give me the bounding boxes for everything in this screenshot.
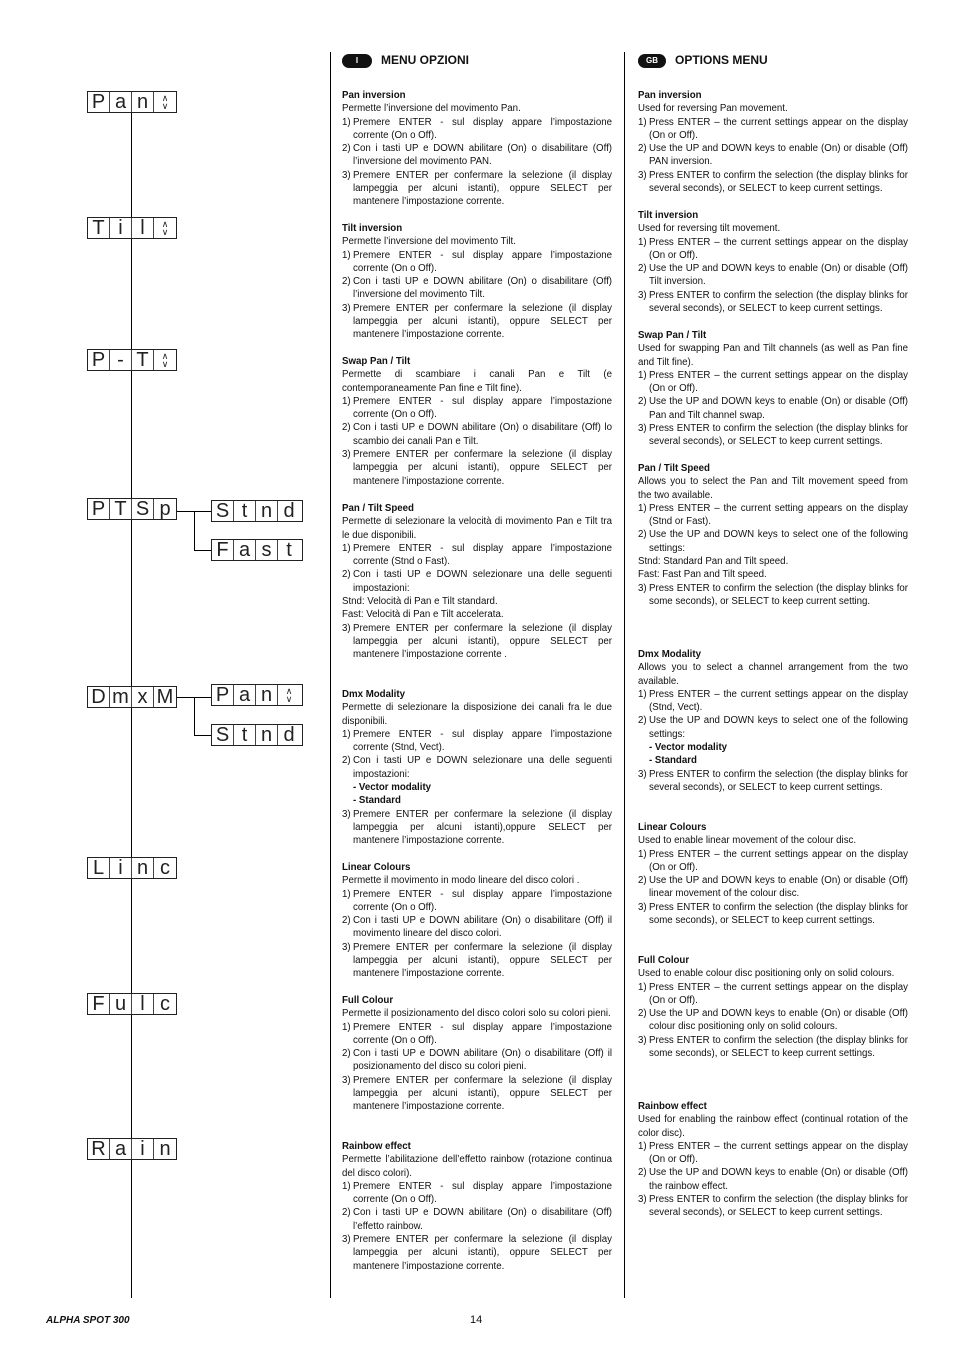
language-flag-gb: GB bbox=[638, 54, 666, 68]
display-linc bbox=[87, 857, 177, 879]
section-title: Pan inversion bbox=[638, 90, 702, 101]
display-char: F bbox=[88, 994, 110, 1014]
display-fast bbox=[211, 539, 303, 561]
display-char: l bbox=[132, 218, 154, 238]
display-char: a bbox=[234, 540, 256, 560]
option-line: Stnd: Standard Pan and Tilt speed. bbox=[638, 556, 789, 568]
section-title: Pan / Tilt Speed bbox=[638, 463, 710, 474]
section-title: Linear Colours bbox=[342, 862, 411, 873]
display-pan bbox=[87, 91, 177, 113]
column-divider-left bbox=[330, 52, 331, 1298]
section-title: Linear Colours bbox=[638, 822, 707, 833]
step-3: 3) Premere ENTER per confermare la selezione (il display lampeggia per alcuni istanti),oppure SELECT per mantenere l’impostazione corrente. bbox=[342, 808, 612, 847]
display-char: S bbox=[212, 501, 234, 521]
step-2: 2) Use the UP and DOWN keys to select one of the following settings: bbox=[638, 715, 908, 740]
en-rainbow-effect bbox=[638, 1100, 908, 1220]
en-pan-tilt-speed bbox=[638, 462, 908, 608]
step-1: 1) Press ENTER – the current settings appear on the display (On or Off). bbox=[638, 981, 908, 1006]
step-2: 2) Use the UP and DOWN keys to enable (On) or disable (Off) PAN inversion. bbox=[638, 143, 908, 168]
display-char: a bbox=[110, 92, 132, 112]
section-description: Used for reversing tilt movement. bbox=[638, 223, 781, 235]
section-title: Full Colour bbox=[638, 955, 690, 966]
connector-stnd2-h bbox=[194, 735, 211, 736]
section-title: Swap Pan / Tilt bbox=[342, 356, 411, 367]
step-2: 2) Con i tasti UP e DOWN abilitare (On) o disabilitare (Off) lo scambio dei canali Pan e Tilt. bbox=[342, 422, 612, 447]
step-1: 1) Premere ENTER - sul display appare l’impostazione corrente (On o Off). bbox=[342, 888, 612, 913]
step-3: 3) Premere ENTER per confermare la selezione (il display lampeggia per alcuni istanti), oppure SELECT per mantenere l’impostazione corrente. bbox=[342, 941, 612, 980]
step-2: 2) Use the UP and DOWN keys to enable (On) or disable (Off) Pan and Tilt channel swap. bbox=[638, 396, 908, 421]
step-1: 1) Press ENTER – the current settings appear on the display (On or Off). bbox=[638, 369, 908, 395]
step-2: 2) Con i tasti UP e DOWN abilitare (On) o disabilitare (Off) il posizionamento del disco su colori pieni. bbox=[342, 1048, 612, 1073]
en-pan-inversion bbox=[638, 89, 908, 195]
display-p-t bbox=[87, 349, 177, 371]
step-3: 3) Press ENTER to confirm the selection (the display blinks for several seconds), or SELECT to keep current settings. bbox=[638, 1194, 908, 1219]
display-char: d bbox=[283, 500, 295, 522]
display-char: n bbox=[256, 685, 278, 705]
display-pan-sub bbox=[211, 684, 303, 706]
step-2: 2) Use the UP and DOWN keys to enable (On) or disable (Off) Tilt inversion. bbox=[638, 263, 908, 288]
section-description: Used for reversing Pan movement. bbox=[638, 103, 788, 115]
section-description: Permette l’abilitazione dell’effetto rainbow (rotazione continua del disco colori). bbox=[342, 1154, 612, 1179]
display-char: P bbox=[88, 499, 110, 519]
display-char: n bbox=[132, 92, 154, 112]
step-2: 2) Use the UP and DOWN keys to enable (On) or disable (Off) colour disc positioning only on solid colours. bbox=[638, 1008, 908, 1033]
display-char: T bbox=[110, 499, 132, 519]
step-1: 1) Press ENTER – the current setting appears on the display (Stnd or Fast). bbox=[638, 502, 908, 528]
en-dmx-modality bbox=[638, 648, 908, 794]
display-char: t bbox=[286, 539, 292, 561]
display-char: a bbox=[110, 1139, 132, 1159]
step-2: 2) Con i tasti UP e DOWN selezionare una delle seguenti impostazioni: bbox=[342, 755, 612, 780]
en-full-colour bbox=[638, 954, 908, 1060]
section-title: Rainbow effect bbox=[342, 1141, 411, 1152]
section-description: Permette il posizionamento del disco colori solo su colori pieni. bbox=[342, 1008, 611, 1020]
en-swap-pan-tilt bbox=[638, 329, 908, 449]
display-char: t bbox=[234, 501, 256, 521]
step-3: 3) Press ENTER to confirm the selection (the display blinks for some seconds), or SELECT to keep current settings. bbox=[638, 1034, 908, 1060]
step-1: 1) Premere ENTER - sul display appare l’impostazione corrente (On o Off). bbox=[342, 1021, 612, 1046]
step-3: 3) Press ENTER to confirm the selection (the display blinks for some seconds), or SELECT to keep current settings. bbox=[638, 901, 908, 927]
display-char: c bbox=[160, 993, 170, 1015]
section-title: Pan / Tilt Speed bbox=[342, 503, 414, 514]
section-description: Permette di scambiare i canali Pan e Tilt (e contemporaneamente Pan fine e Tilt fine). bbox=[342, 369, 612, 394]
step-3: 3) Press ENTER to confirm the selection (the display blinks for several seconds), or SELECT to keep current settings. bbox=[638, 423, 908, 448]
english-header bbox=[638, 52, 908, 70]
section-title: Dmx Modality bbox=[638, 649, 701, 660]
display-char: n bbox=[256, 725, 278, 745]
display-char: d bbox=[283, 724, 295, 746]
step-1: 1) Premere ENTER - sul display appare l’impostazione corrente (On o Off). bbox=[342, 249, 612, 274]
en-tilt-inversion bbox=[638, 209, 908, 315]
display-fulc bbox=[87, 993, 177, 1015]
display-char: D bbox=[88, 687, 110, 707]
step-3: 3) Press ENTER to confirm the selection (the display blinks for several seconds), or SELECT to keep current settings. bbox=[638, 768, 908, 793]
step-1: 1) Press ENTER – the current settings appear on the display (On or Off). bbox=[638, 116, 908, 141]
display-char: p bbox=[159, 498, 171, 520]
section-title: Tilt inversion bbox=[638, 210, 699, 221]
section-description: Permette di selezionare la disposizione dei canali fra le due disponibili. bbox=[342, 702, 612, 727]
option-line: Fast: Fast Pan and Tilt speed. bbox=[638, 569, 767, 581]
step-1: 1) Premere ENTER - sul display appare l’impostazione corrente (On o Off). bbox=[342, 1180, 612, 1206]
display-char: M bbox=[156, 686, 174, 708]
up-down-arrow-icon: ∧ ∨ bbox=[161, 219, 169, 237]
italian-column bbox=[342, 52, 612, 1272]
step-1: 1) Premere ENTER - sul display appare l’impostazione corrente (Stnd, Vect). bbox=[342, 728, 612, 754]
display-char: a bbox=[234, 685, 256, 705]
step-2: 2) Con i tasti UP e DOWN abilitare (On) o disabilitare (Off) l’inversione del movimento PAN. bbox=[342, 143, 612, 168]
section-description: Allows you to select the Pan and Tilt movement speed from the two available. bbox=[638, 476, 908, 501]
step-2: 2) Use the UP and DOWN keys to enable (On) or disable (Off) the rainbow effect. bbox=[638, 1167, 908, 1192]
display-char: u bbox=[110, 994, 132, 1014]
display-char: S bbox=[132, 499, 154, 519]
option-line: Fast: Velocità di Pan e Tilt accelerata. bbox=[342, 609, 504, 621]
step-3: 3) Premere ENTER per confermare la selezione (il display lampeggia per alcuni istanti), oppure SELECT per mantenere l’impostazione corrente. bbox=[342, 302, 612, 341]
up-down-arrow-icon: ∧ ∨ bbox=[285, 686, 293, 704]
option-line: Stnd: Velocità di Pan e Tilt standard. bbox=[342, 596, 498, 608]
display-char: i bbox=[132, 1139, 154, 1159]
display-rain bbox=[87, 1138, 177, 1160]
option-bold: - Standard bbox=[649, 755, 697, 767]
display-char: s bbox=[256, 540, 278, 560]
up-down-arrow-icon: ∧ ∨ bbox=[161, 351, 169, 369]
display-char: R bbox=[88, 1139, 110, 1159]
display-char: i bbox=[110, 218, 132, 238]
section-description: Permette l’inversione del movimento Pan. bbox=[342, 103, 521, 115]
column-divider-right bbox=[624, 52, 625, 1298]
option-bold: - Standard bbox=[353, 795, 401, 807]
section-description: Allows you to select a channel arrangement from the two available. bbox=[638, 662, 908, 687]
step-3: 3) Premere ENTER per confermare la selezione (il display lampeggia per alcuni istanti), oppure SELECT per mantenere l’impostazione corrente . bbox=[342, 622, 612, 661]
display-char: m bbox=[110, 687, 132, 707]
step-1: 1) Premere ENTER - sul display appare l’impostazione corrente (Stnd o Fast). bbox=[342, 542, 612, 568]
italian-header bbox=[342, 52, 612, 70]
display-stnd bbox=[211, 500, 303, 522]
connector-dmxm-v bbox=[194, 697, 195, 736]
step-2: 2) Con i tasti UP e DOWN selezionare una delle seguenti impostazioni: bbox=[342, 569, 612, 594]
page-number: 14 bbox=[470, 1314, 483, 1326]
display-char: T bbox=[132, 350, 154, 370]
display-char: - bbox=[110, 350, 132, 370]
step-2: 2) Con i tasti UP e DOWN abilitare (On) o disabilitare (Off) l’inversione del movimento Tilt. bbox=[342, 276, 612, 301]
connector-fast-h bbox=[194, 550, 211, 551]
section-title: Tilt inversion bbox=[342, 223, 403, 234]
display-char: t bbox=[234, 725, 256, 745]
display-char: P bbox=[212, 685, 234, 705]
step-3: 3) Premere ENTER per confermare la selezione (il display lampeggia per alcuni istanti), oppure SELECT per mantenere l’impostazione corrente. bbox=[342, 449, 612, 487]
section-description: Permette di selezionare la velocità di movimento Pan e Tilt tra le due disponibili. bbox=[342, 516, 612, 541]
connector-ptsp-v bbox=[194, 511, 195, 551]
step-3: 3) Premere ENTER per confermare la selezione (il display lampeggia per alcuni istanti), oppure SELECT per mantenere l’impostazione corrente. bbox=[342, 169, 612, 208]
step-1: 1) Press ENTER – the current settings appear on the display (On or Off). bbox=[638, 848, 908, 873]
step-1: 1) Premere ENTER - sul display appare l’impostazione corrente (On o Off). bbox=[342, 116, 612, 141]
display-char: l bbox=[132, 994, 154, 1014]
display-char: T bbox=[88, 218, 110, 238]
display-char: S bbox=[212, 725, 234, 745]
en-linear-colours bbox=[638, 821, 908, 927]
section-title: Full Colour bbox=[342, 995, 394, 1006]
step-3: 3) Press ENTER to confirm the selection (the display blinks for several seconds), or SELECT to keep current settings. bbox=[638, 169, 908, 195]
english-title: OPTIONS MENU bbox=[675, 53, 768, 68]
display-char: i bbox=[110, 858, 132, 878]
step-1: 1) Press ENTER – the current settings appear on the display (On or Off). bbox=[638, 236, 908, 261]
display-ptsp bbox=[87, 498, 177, 520]
step-3: 3) Premere ENTER per confermare la selezione (il display lampeggia per alcuni istanti), oppure SELECT per mantenere l’impostazione corrente. bbox=[342, 1234, 612, 1272]
step-1: 1) Premere ENTER - sul display appare l’impostazione corrente (On o Off). bbox=[342, 395, 612, 421]
display-char: c bbox=[160, 857, 170, 879]
section-description: Permette l’inversione del movimento Tilt. bbox=[342, 236, 516, 248]
step-2: 2) Con i tasti UP e DOWN abilitare (On) o disabilitare (Off) l’effetto rainbow. bbox=[342, 1207, 612, 1232]
display-char: F bbox=[212, 540, 234, 560]
it-dmx-modality bbox=[342, 688, 612, 848]
section-description: Used for swapping Pan and Tilt channels (as well as Pan fine and Tilt fine). bbox=[638, 343, 908, 368]
it-full-colour bbox=[342, 994, 612, 1114]
display-char: n bbox=[159, 1138, 171, 1160]
section-description: Used to enable colour disc positioning only on solid colours. bbox=[638, 968, 895, 980]
language-flag-it: I bbox=[342, 54, 372, 68]
product-name: ALPHA SPOT 300 bbox=[46, 1315, 130, 1326]
display-char: P bbox=[88, 92, 110, 112]
step-3: 3) Premere ENTER per confermare la selezione (il display lampeggia per alcuni istanti), oppure SELECT per mantenere l’impostazione corrente. bbox=[342, 1074, 612, 1113]
section-description: Used for enabling the rainbow effect (continual rotation of the color disc). bbox=[638, 1114, 908, 1139]
it-linear-colours bbox=[342, 861, 612, 981]
it-pan-inversion bbox=[342, 89, 612, 209]
display-stnd-sub bbox=[211, 724, 303, 746]
it-swap-pan-tilt bbox=[342, 355, 612, 488]
section-description: Permette il movimento in modo lineare del disco colori . bbox=[342, 875, 580, 887]
step-1: 1) Press ENTER – the current settings appear on the display (Stnd, Vect). bbox=[638, 688, 908, 714]
section-title: Pan inversion bbox=[342, 90, 406, 101]
up-down-arrow-icon: ∧ ∨ bbox=[161, 93, 169, 111]
display-til bbox=[87, 217, 177, 239]
option-bold: - Vector modality bbox=[649, 742, 728, 754]
it-rainbow-effect bbox=[342, 1140, 612, 1273]
italian-title: MENU OPZIONI bbox=[381, 53, 470, 68]
display-char: n bbox=[132, 858, 154, 878]
display-char: P bbox=[88, 350, 110, 370]
step-3: 3) Press ENTER to confirm the selection (the display blinks for some seconds), or SELECT to keep current setting. bbox=[638, 582, 908, 607]
section-title: Dmx Modality bbox=[342, 689, 405, 700]
section-title: Rainbow effect bbox=[638, 1101, 707, 1112]
display-char: x bbox=[132, 687, 154, 707]
display-char: n bbox=[256, 501, 278, 521]
step-1: 1) Press ENTER – the current settings appear on the display (On or Off). bbox=[638, 1140, 908, 1166]
section-description: Used to enable linear movement of the colour disc. bbox=[638, 835, 857, 847]
english-column bbox=[638, 52, 908, 1219]
step-2: 2) Con i tasti UP e DOWN abilitare (On) o disabilitare (Off) il movimento lineare del disco colori. bbox=[342, 915, 612, 940]
option-bold: - Vector modality bbox=[353, 782, 432, 794]
step-3: 3) Press ENTER to confirm the selection (the display blinks for several seconds), or SELECT to keep current settings. bbox=[638, 289, 908, 315]
it-pan-tilt-speed bbox=[342, 502, 612, 662]
section-title: Swap Pan / Tilt bbox=[638, 330, 707, 341]
step-2: 2) Use the UP and DOWN keys to enable (On) or disable (Off) linear movement of the colour disc. bbox=[638, 875, 908, 900]
step-2: 2) Use the UP and DOWN keys to select one of the following settings: bbox=[638, 529, 908, 554]
display-dmxm bbox=[87, 686, 177, 708]
it-tilt-inversion bbox=[342, 222, 612, 342]
display-char: L bbox=[88, 858, 110, 878]
